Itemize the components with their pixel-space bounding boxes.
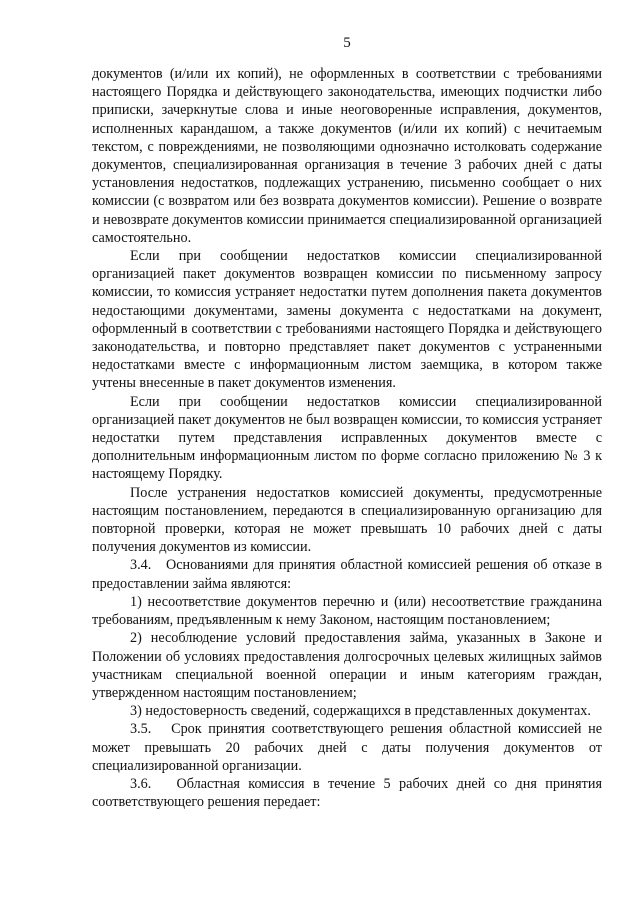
clause-3-4-item-2: 2) несоблюдение условий предоставления займа, указанных в Законе и Положении об условиях предоставления долгосрочных целевых жилищных займов участникам специальной военной операции и иным категориям граждан, утвержденном настоящим постановлением; bbox=[92, 630, 602, 701]
paragraph-after-correction: После устранения недостатков комиссией документы, предусмотренные настоящим постановлением, передаются в специализированную организацию для повторной проверки, которая не может превышать 10 рабочих дней с даты получения документов из комиссии. bbox=[92, 484, 602, 556]
clause-3-4: 3.4. Основаниями для принятия областной комиссией решения об отказе в предоставлении займа являются: bbox=[92, 557, 606, 592]
paragraph-returned-package: Если при сообщении недостатков комиссии специализированной организацией пакет документов возвращен комиссии по письменному запросу комиссии, то комиссия устраняет недостатки путем дополнения пакета документов недостающими документами, замены документа с недостатками на документ, оформленный в соответствии с требованиями настоящего Порядка и действующего законодательства, и повторно представляет пакет документов с устраненными недостатками вместе с информационным листом заемщика, в котором также учтены внесенные в пакет документов изменения. bbox=[92, 248, 602, 392]
clause-3-4-item-1: 1) несоответствие документов перечню и (или) несоответствие гражданина требованиям, предъявленным к нему Законом, настоящим постановлением; bbox=[92, 593, 602, 629]
clause-3-4-item-3: 3) недостоверность сведений, содержащихся в представленных документах. bbox=[130, 703, 591, 720]
clause-3-6: 3.6. Областная комиссия в течение 5 рабочих дней со дня принятия соответствующего решения передает: bbox=[92, 775, 606, 811]
paragraph-continuation: документов (и/или их копий), не оформленных в соответствии с требованиями настоящего Порядка и действующего законодательства, имеющих подчистки либо приписки, зачеркнутые слова и иные неоговоренные исправления, документов, исполненных карандашом, а также документов (и/или их копий) с нечитаемым текстом, с повреждениями, не позволяющими однозначно истолковать содержание документов, специализированная организация в течение 3 рабочих дней с даты установления недостатков, подлежащих устранению, письменно сообщает о них комиссии (с возвратом или без возврата документов комиссии). Решение о возврате и невозврате документов комиссии принимается специализированной организацией самостоятельно. bbox=[92, 66, 602, 246]
page-number: 5 bbox=[343, 35, 351, 51]
document-page bbox=[92, 34, 606, 811]
clause-3-5: 3.5. Срок принятия соответствующего решения областной комиссией не может превышать 20 рабочих дней с даты получения документов от специализированной организации. bbox=[92, 721, 606, 774]
paragraph-not-returned-package: Если при сообщении недостатков комиссии специализированной организацией пакет документов не был возвращен комиссии, то комиссия устраняет недостатки путем представления исправленных документов вместе с дополнительным информационным листом по форме согласно приложению № 3 к настоящему Порядку. bbox=[92, 393, 602, 483]
